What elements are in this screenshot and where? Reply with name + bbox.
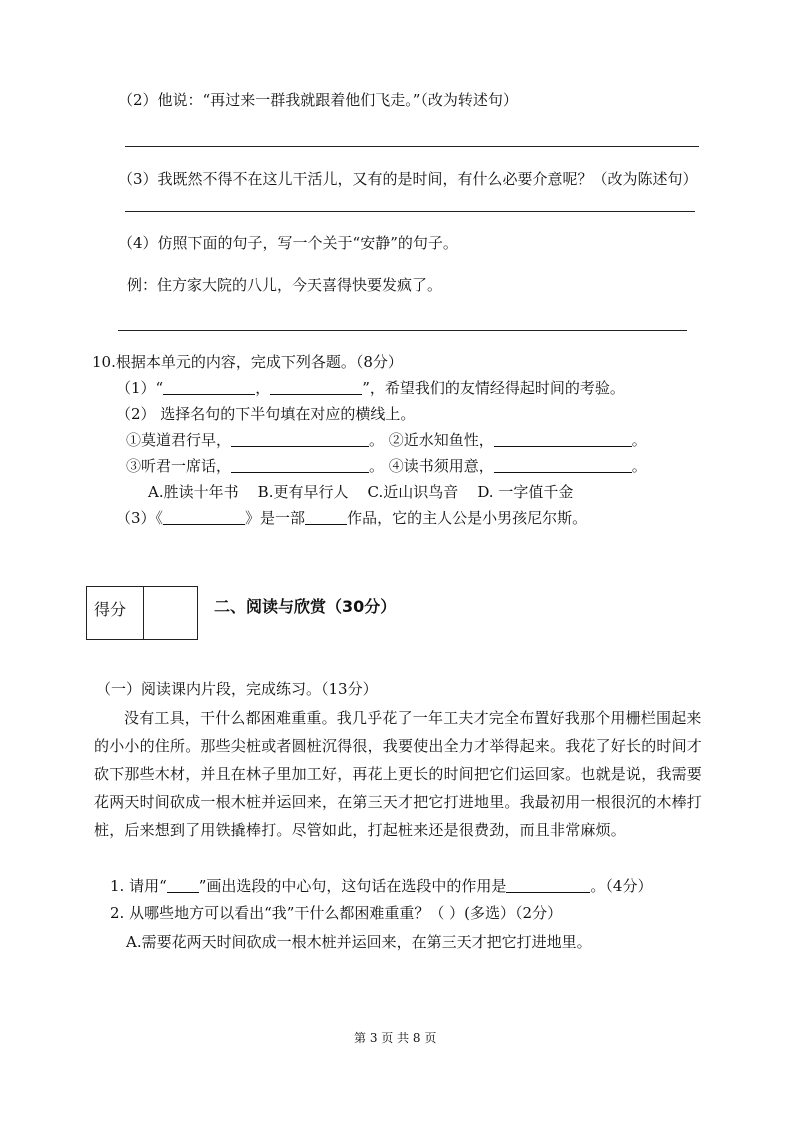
section-title: 二、阅读与欣赏（30分） [214, 597, 397, 616]
score-box-divider [143, 587, 144, 639]
q10-pair1 [126, 430, 647, 450]
blank-q10-pair2-a[interactable] [231, 457, 369, 473]
q10-pair2-b: 。 ④读书须用意， [369, 457, 494, 475]
reading-q1-a: 1. 请用“ [110, 877, 167, 895]
blank-q10-pair2-b[interactable] [494, 457, 632, 473]
q10-item1-suffix: ”，希望我们的友情经得起时间的考验。 [362, 379, 625, 397]
answer-line-q9-3[interactable] [125, 211, 695, 212]
reading-subtitle: （一）阅读课内片段，完成练习。（13分） [96, 680, 378, 698]
blank-reading-q1-mark[interactable] [167, 877, 199, 893]
q10-item3-c: 作品，它的主人公是小男孩尼尔斯。 [347, 509, 588, 527]
blank-q10-1b[interactable] [270, 379, 362, 395]
q10-item3-a: （3）《 [116, 509, 164, 527]
q10-item1-comma: ， [255, 379, 271, 397]
reading-q2: 2. 从哪些地方可以看出“我”干什么都困难重重？（ ）(多选）（2分） [110, 904, 563, 922]
reading-q2-option-a: A.需要花两天时间砍成一根木桩并运回来，在第三天才把它打进地里。 [126, 933, 592, 951]
q10-options: A.胜读十年书 B.更有早行人 C.近山识鸟音 D. 一字值千金 [148, 483, 574, 501]
q10-item1-prefix: （1）“ [116, 379, 164, 397]
q9-item2: （2）他说：“再过来一群我就跟着他们飞走。”（改为转述句） [118, 91, 518, 109]
reading-q1-c: 。（4分） [590, 877, 653, 895]
q9-item4: （4）仿照下面的句子，写一个关于“安静”的句子。 [118, 234, 458, 252]
q10-item2: （2） 选择名句的下半句填在对应的横线上。 [116, 405, 416, 423]
q10-pair2-c: 。 [631, 457, 647, 475]
q10-pair2-a: ③听君一席话， [126, 457, 232, 475]
q10-pair1-c: 。 [631, 431, 647, 449]
q10-pair1-b: 。 ②近水知鱼性， [369, 431, 494, 449]
blank-q10-pair1-a[interactable] [231, 431, 369, 447]
q10-item3-b: 》是一部 [245, 509, 306, 527]
reading-q1 [110, 876, 652, 896]
answer-line-q9-4[interactable] [118, 330, 687, 331]
reading-q1-b: ”画出选段的中心句，这句话在选段中的作用是 [198, 877, 507, 895]
q9-item3: （3）我既然不得不在这儿干活儿，又有的是时间，有什么必要介意呢？（改为陈述句） [118, 170, 698, 188]
score-label: 得分 [94, 600, 127, 619]
reading-passage: 没有工具，干什么都困难重重。我几乎花了一年工夫才完全布置好我那个用栅栏围起来的小小的住所。那些尖桩或者圆桩沉得很，我要使出全力才举得起来。我花了好长的时间才砍下那些木材，并且在林子里加工好，再花上更长的时间把它们运回家。也就是说，我需要花两天时间砍成一根木桩并运回来，在第三天才把它打进地里。我最初用一根很沉的木棒打桩，后来想到了用铁撬棒打。尽管如此，打起桩来还是很费劲，而且非常麻烦。 [94, 709, 703, 839]
q9-example: 例：住方家大院的八儿，今天喜得快要发疯了。 [127, 276, 443, 294]
q10-pair2 [126, 456, 647, 476]
blank-reading-q1-answer[interactable] [506, 877, 590, 893]
q10-pair1-a: ①莫道君行早， [126, 431, 232, 449]
q10-item1 [116, 378, 625, 398]
blank-q10-3b[interactable] [305, 509, 347, 525]
page-footer: 第 3 页 共 8 页 [354, 1031, 437, 1045]
blank-q10-3a[interactable] [163, 509, 245, 525]
score-box [86, 586, 198, 640]
blank-q10-1a[interactable] [163, 379, 255, 395]
q10-title: 10.根据本单元的内容，完成下列各题。（8分） [92, 353, 403, 371]
q10-item3 [116, 508, 587, 528]
answer-line-q9-2[interactable] [125, 146, 699, 147]
blank-q10-pair1-b[interactable] [494, 431, 632, 447]
